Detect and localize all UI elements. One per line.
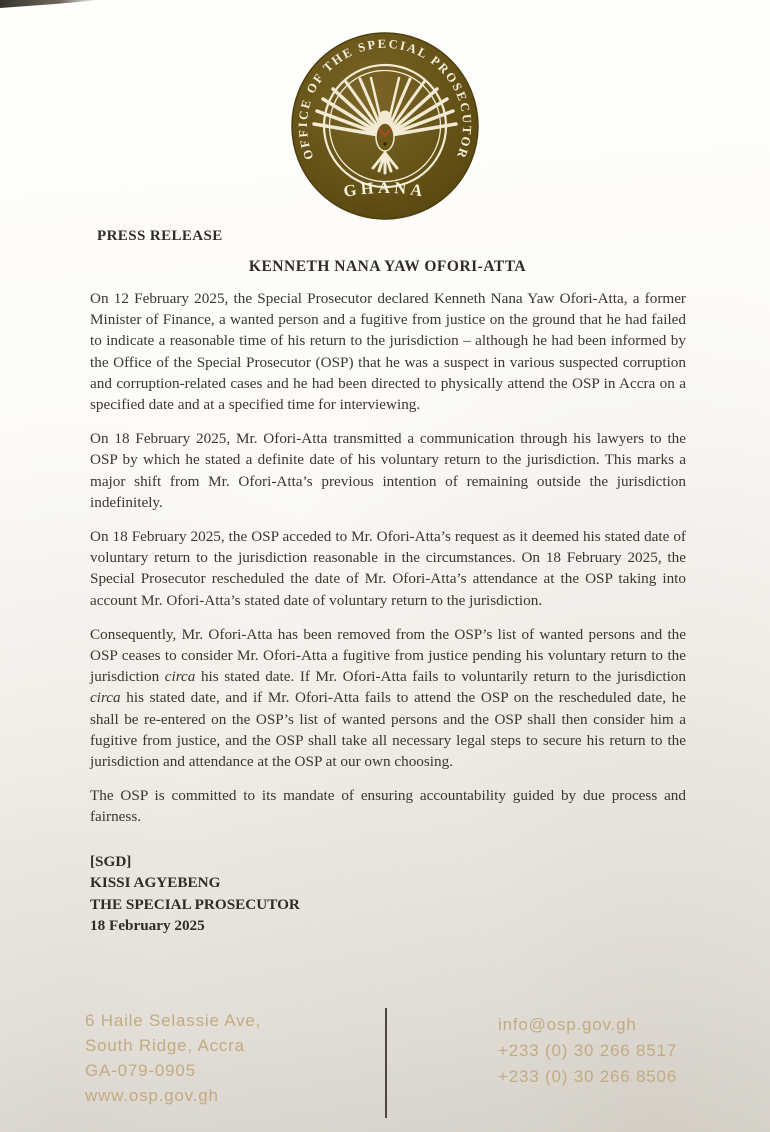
footer-address <box>85 1008 261 1108</box>
signature-name: KISSI AGYEBENG <box>90 874 221 892</box>
seal-ring-text: OFFICE OF THE SPECIAL PROSECUTOR <box>295 36 475 162</box>
osp-seal <box>290 31 480 221</box>
paragraph-segment: The OSP is committed to its mandate of ensuring accountability guided by due process and fairness. <box>90 787 686 826</box>
paragraph <box>90 624 686 772</box>
paragraph <box>90 288 686 415</box>
paragraph-segment: On 18 February 2025, Mr. Ofori-Atta transmitted a communication through his lawyers to the OSP by which he stated a definite date of his voluntary return to the jurisdiction. This marks a major shift from Mr. Ofori-Atta’s previous intention of remaining outside the jurisdiction indefinitely. <box>90 430 686 511</box>
signature-role: THE SPECIAL PROSECUTOR <box>90 895 300 913</box>
photo-corner-artifact <box>0 0 100 8</box>
paragraph <box>90 785 686 827</box>
signature-sgd: [SGD] <box>90 852 132 870</box>
eagle-body-dot <box>383 142 386 145</box>
footer-contacts <box>498 1012 677 1090</box>
paragraph-list <box>90 288 686 828</box>
signature-block <box>90 851 686 937</box>
footer-divider <box>385 1008 387 1118</box>
letterhead-footer <box>0 1006 770 1126</box>
website-link[interactable]: www.osp.gov.gh <box>85 1086 219 1105</box>
paragraph-segment: On 18 February 2025, the OSP acceded to Mr. Ofori-Atta’s request as it deemed his stated date of voluntary return to the jurisdiction reasonable in the circumstances. On 18 February 2025, the Special Prosecutor rescheduled the date of Mr. Ofori-Atta’s attendance at the OSP taking into account Mr. Ofori-Atta’s stated date of voluntary return to the jurisdiction. <box>90 528 686 609</box>
press-body <box>90 288 686 937</box>
eagle-head <box>379 111 392 124</box>
paragraph <box>90 526 686 611</box>
address-line: South Ridge, Accra <box>85 1036 245 1055</box>
paragraph-segment: his stated date, and if Mr. Ofori-Atta fails to attend the OSP on the rescheduled date, he shall be re-entered on the OSP’s list of wanted persons and the OSP shall then consider him a fugitive from justice, and the OSP shall take all necessary legal steps to secure his return to the jurisdiction and attendance at the OSP at our own choosing. <box>90 689 686 771</box>
address-line: GA-079-0905 <box>85 1061 196 1080</box>
document-title: KENNETH NANA YAW OFORI-ATTA <box>248 258 527 275</box>
paragraph-segment: circa <box>164 668 196 686</box>
seal-country-text: GHANA <box>342 177 428 201</box>
press-release-label: PRESS RELEASE <box>97 228 223 244</box>
paragraph-segment: Consequently, Mr. Ofori-Atta has been removed from the OSP’s list of wanted persons and the OSP ceases to consider Mr. Ofori-Atta a fugitive from justice pending his voluntary return to the jurisdiction <box>90 625 686 686</box>
email-link[interactable]: info@osp.gov.gh <box>498 1015 637 1034</box>
address-line: 6 Haile Selassie Ave, <box>85 1011 262 1030</box>
paragraph-segment: circa <box>90 689 121 707</box>
paragraph <box>90 428 686 513</box>
seal-graphic <box>290 31 480 221</box>
phone-number: +233 (0) 30 266 8506 <box>498 1067 678 1086</box>
paragraph-segment: his stated date. If Mr. Ofori-Atta fails to voluntarily return to the jurisdiction <box>195 668 686 686</box>
signature-date: 18 February 2025 <box>90 917 205 935</box>
paragraph-segment: On 12 February 2025, the Special Prosecutor declared Kenneth Nana Yaw Ofori-Atta, a former Minister of Finance, a wanted person and a fugitive from justice on the ground that he had failed to indicate a reasonable time of his return to the jurisdiction – although he had been informed by the Office of the Special Prosecutor (OSP) that he was a suspect in various suspected corruption and corruption-related cases and he had been directed to physically attend the OSP in Accra on a specified date and at a specified time for interviewing. <box>90 290 686 414</box>
phone-number: +233 (0) 30 266 8517 <box>498 1041 678 1060</box>
